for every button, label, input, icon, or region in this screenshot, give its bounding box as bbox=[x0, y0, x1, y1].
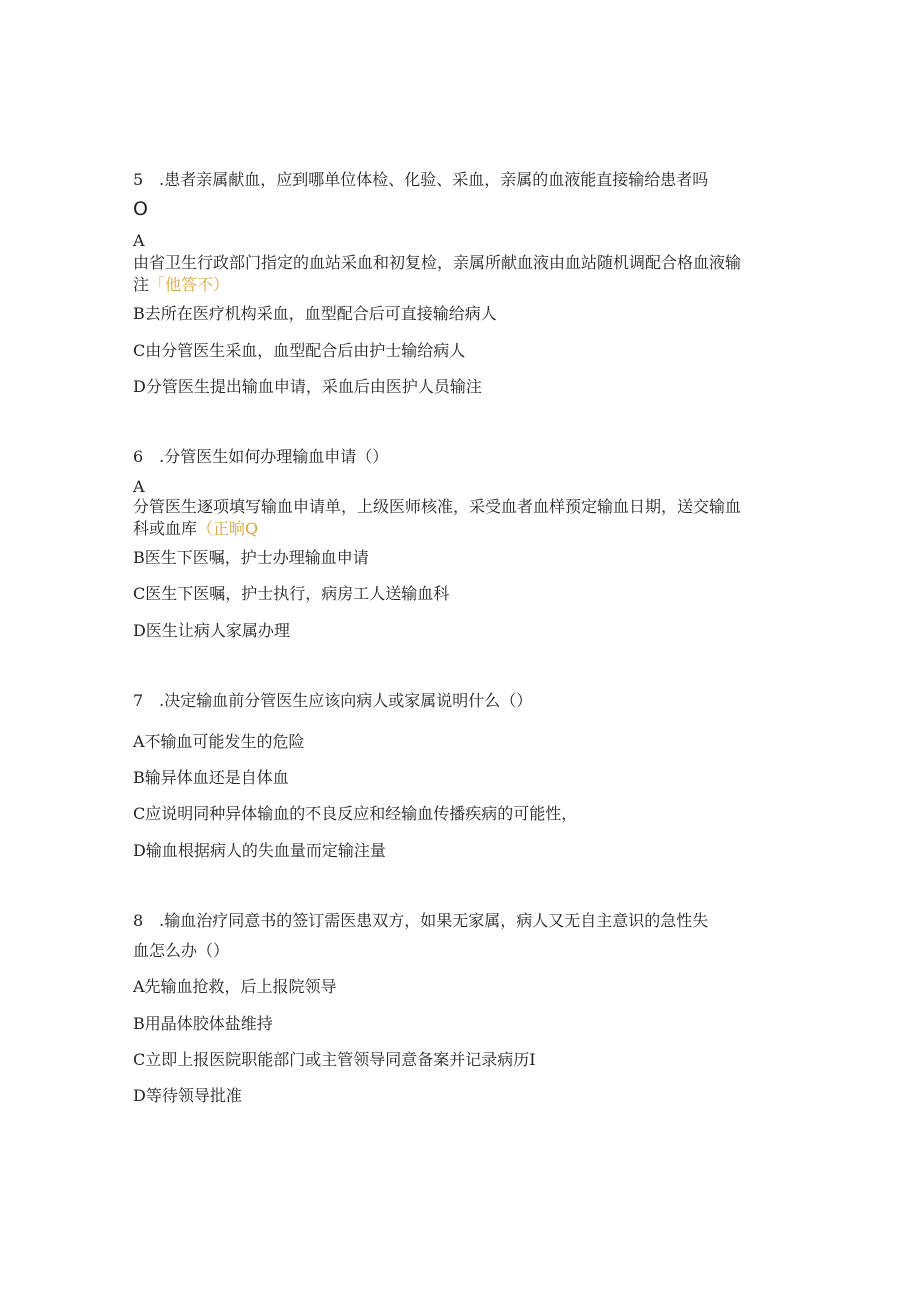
q5-option-a-text-end: 注 bbox=[133, 275, 150, 294]
q7-question: 7 .决定输血前分管医生应该向病人或家属说明什么（） bbox=[133, 691, 533, 710]
q7-option-a: A不输血可能发生的危险 bbox=[133, 732, 305, 751]
q6-option-d: D医生让病人家属办理 bbox=[133, 621, 290, 640]
q5-option-c: C由分管医生采血，血型配合后由护士输给病人 bbox=[133, 341, 466, 360]
q5-question: 5 .患者亲属献血，应到哪单位体检、化验、采血，亲属的血液能直接输给患者吗 bbox=[133, 170, 709, 189]
q8-option-d: D等待领导批准 bbox=[133, 1086, 242, 1105]
q6-answer-note: （正晌Q bbox=[197, 519, 259, 538]
q8-option-b: B用晶体胶体盐维持 bbox=[133, 1014, 273, 1033]
q5-option-a-text-line2 bbox=[133, 275, 229, 295]
q7-option-b: B输异体血还是自体血 bbox=[133, 768, 289, 787]
q6-option-a-letter: A bbox=[133, 477, 145, 496]
q6-question: 6 .分管医生如何办理输血申请（） bbox=[133, 447, 389, 466]
q8-question-line1: 8 .输血治疗同意书的签订需医患双方，如果无家属，病人又无自主意识的急性失 bbox=[133, 911, 709, 930]
q5-option-a-letter: A bbox=[133, 231, 145, 250]
q6-option-a-text-line2 bbox=[133, 519, 258, 539]
q5-option-a-text-line1: 由省卫生行政部门指定的血站采血和初复检，亲属所献血液由血站随机调配合格血液输 bbox=[133, 253, 742, 272]
q8-question-line2: 血怎么办（） bbox=[133, 941, 230, 960]
q7-option-c: C应说明同种异体输血的不良反应和经输血传播疾病的可能性， bbox=[133, 804, 578, 823]
q5-option-b: B去所在医疗机构采血，血型配合后可直接输给病人 bbox=[133, 304, 497, 323]
q6-option-c: C医生下医嘱，护士执行，病房工人送输血科 bbox=[133, 584, 450, 603]
q5-answer-paren: O bbox=[133, 198, 148, 220]
q6-option-a-text-end: 科或血库 bbox=[133, 519, 198, 538]
q8-option-a: A先输血抢救，后上报院领导 bbox=[133, 977, 337, 996]
q5-answer-note: 「他答不） bbox=[149, 275, 230, 294]
q5-option-d: D分管医生提出输血申请，采血后由医护人员输注 bbox=[133, 377, 482, 396]
q6-option-a-text-line1: 分管医生逐项填写输血申请单，上级医师核准，采受血者血样预定输血日期，送交输血 bbox=[133, 497, 742, 516]
q8-option-c: C立即上报医院职能部门或主管领导同意备案并记录病历I bbox=[133, 1050, 536, 1069]
q6-option-b: B医生下医嘱，护士办理输血申请 bbox=[133, 548, 369, 567]
q7-option-d: D输血根据病人的失血量而定输注量 bbox=[133, 841, 386, 860]
